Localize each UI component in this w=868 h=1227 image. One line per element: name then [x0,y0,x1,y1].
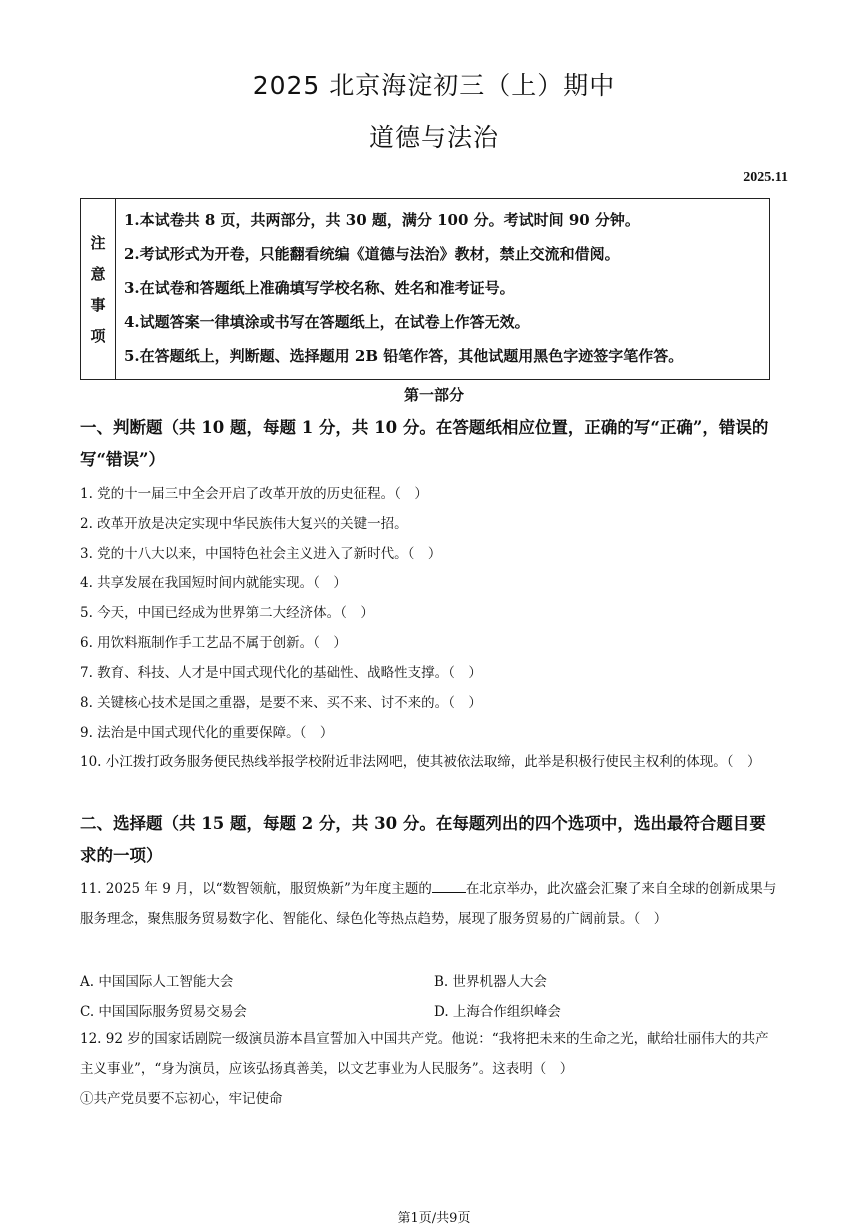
section-heading-choice: 二、选择题（共 15 题，每题 2 分，共 30 分。在每题列出的四个选项中，选出最符合题目要求的一项） [80,814,766,865]
question-item: 2. 改革开放是决定实现中华民族伟大复兴的关键一招。 [80,516,408,532]
notice-label-char: 注 [90,234,106,252]
option-b: B. 世界机器人大会 [434,974,548,990]
question-item: 9. 法治是中国式现代化的重要保障。（ ） [80,725,334,741]
exam-date: 2025.11 [743,170,788,185]
exam-title: 2025 北京海淀初三（上）期中 [252,71,616,100]
notice-label [81,199,116,379]
question-11-after: 在北京举办，此次盛会汇聚了来自全球的创新成果与服务理念，聚焦服务贸易数字化、智能化、绿色化等热点趋势，展现了服务贸易的广阔前景。（ ） [80,881,777,927]
question-item: 8. 关键核心技术是国之重器，是要不来、买不来、讨不来的。（ ） [80,695,482,711]
option-c: C. 中国国际服务贸易交易会 [80,1004,247,1020]
notice-label-char: 事 [90,296,106,314]
notice-box [80,198,770,380]
notice-item: 5.在答题纸上，判断题、选择题用 2B 铅笔作答，其他试题用黑色字迹签字笔作答。 [124,347,684,365]
notice-item: 1.本试卷共 8 页，共两部分，共 30 题，满分 100 分。考试时间 90 分钟。 [124,211,640,229]
question-12-item: ①共产党员要不忘初心，牢记使命 [80,1091,283,1107]
question-item: 7. 教育、科技、人才是中国式现代化的基础性、战略性支撑。（ ） [80,665,482,681]
question-item: 3. 党的十八大以来，中国特色社会主义进入了新时代。（ ） [80,546,442,562]
option-a: A. 中国国际人工智能大会 [80,974,234,990]
question-item: 6. 用饮料瓶制作手工艺品不属于创新。（ ） [80,635,347,651]
question-item: 4. 共享发展在我国短时间内就能实现。（ ） [80,575,347,591]
notice-label-char: 意 [90,265,106,283]
notice-item: 2.考试形式为开卷，只能翻看统编《道德与法治》教材，禁止交流和借阅。 [124,245,620,263]
page-footer: 第1页/共9页 [397,1211,471,1226]
notice-item: 4.试题答案一律填涂或书写在答题纸上，在试卷上作答无效。 [124,313,530,331]
exam-subject: 道德与法治 [368,123,499,152]
question-12: 12. 92 岁的国家话剧院一级演员游本昌宣誓加入中国共产党。他说：“我将把未来的生命之光，献给壮丽伟大的共产主义事业”，“身为演员，应该弘扬真善美，以文艺事业为人民服务”。这表明（ ） [80,1031,769,1077]
question-item: 10. 小江拨打政务服务便民热线举报学校附近非法网吧，使其被依法取缔，此举是积极行使民主权利的体现。（ ） [80,754,761,770]
question-11-before: 11. 2025 年 9 月，以“数智领航，服贸焕新”为年度主题的 [80,881,432,897]
option-d: D. 上海合作组织峰会 [434,1004,561,1020]
question-item: 1. 党的十一届三中全会开启了改革开放的历史征程。（ ） [80,486,428,502]
answer-blank [432,878,466,893]
notice-item: 3.在试卷和答题纸上准确填写学校名称、姓名和准考证号。 [124,279,515,297]
question-item: 5. 今天，中国已经成为世界第二大经济体。（ ） [80,605,374,621]
notice-list [116,199,769,379]
notice-label-char: 项 [90,327,106,345]
part-heading: 第一部分 [403,386,464,404]
section-heading-judgement: 一、判断题（共 10 题，每题 1 分，共 10 分。在答题纸相应位置，正确的写“正确”，错误的写“错误”） [80,418,769,469]
question-11 [80,874,780,934]
